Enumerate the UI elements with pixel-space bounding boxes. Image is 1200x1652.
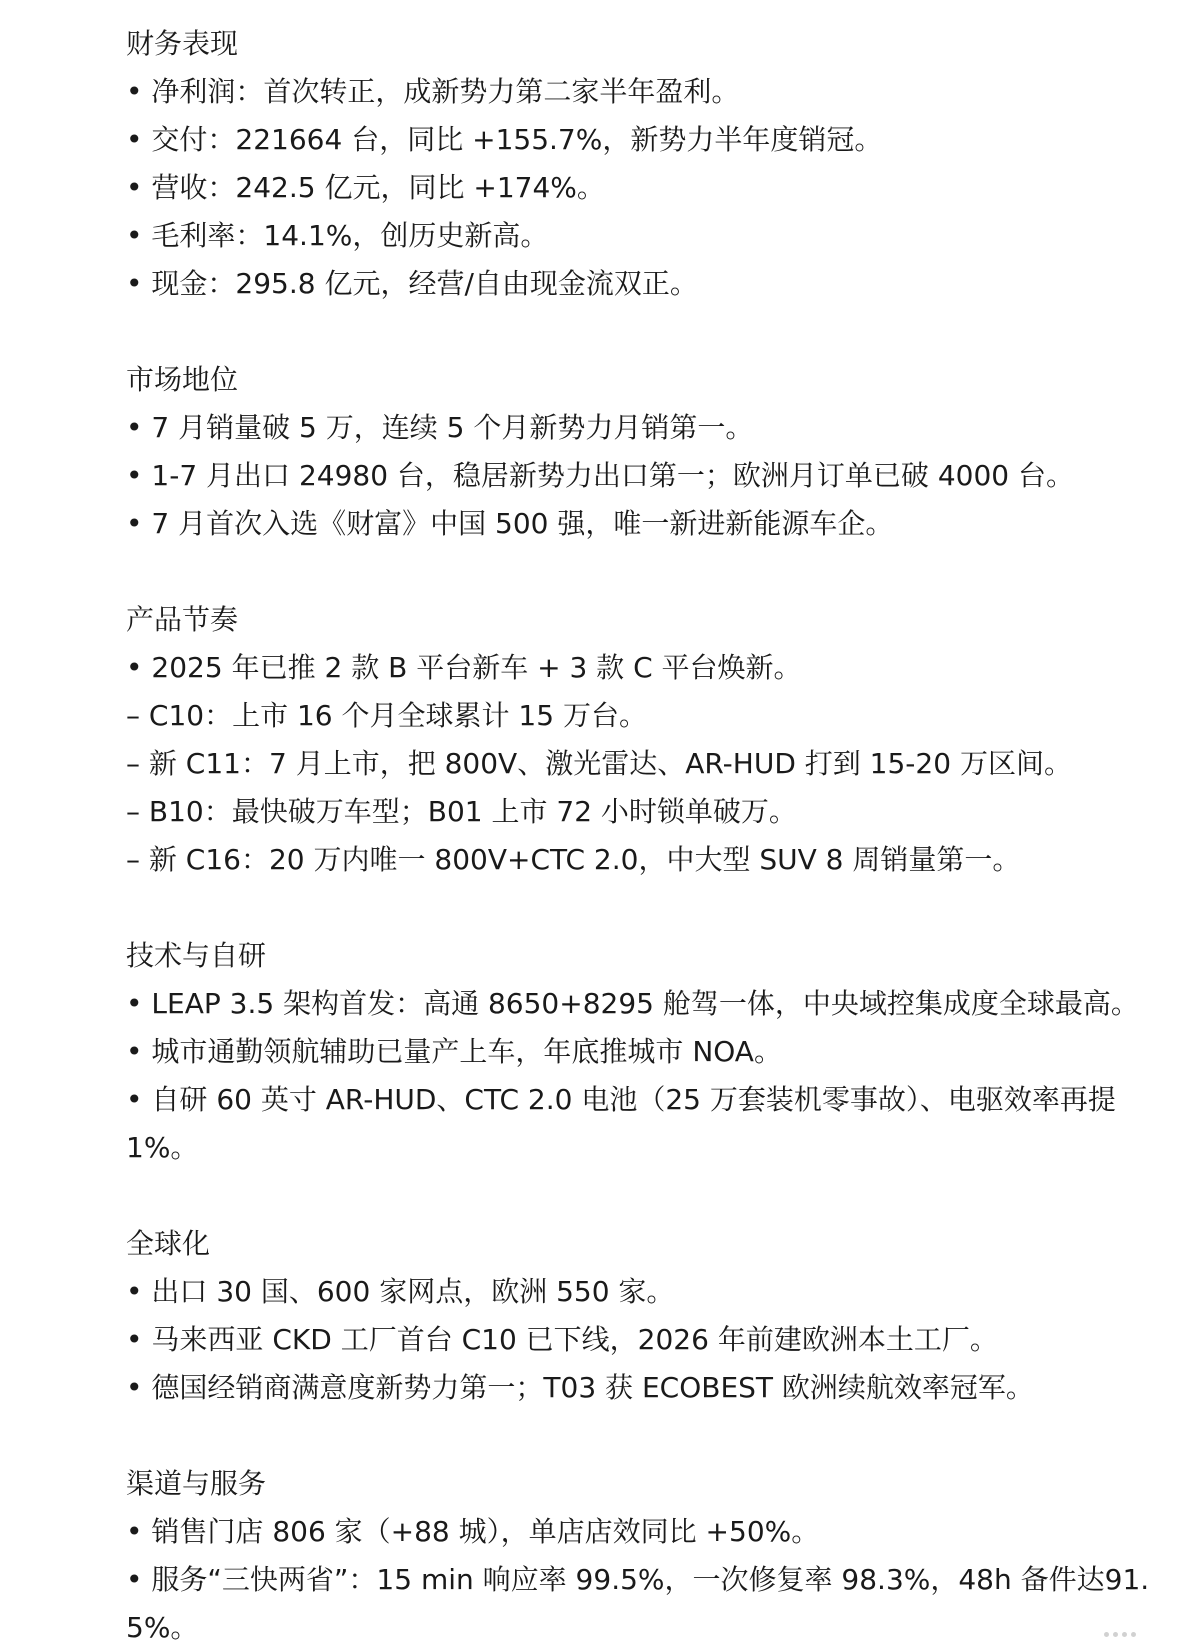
list-item: – B10：最快破万车型；B01 上市 72 小时锁单破万。 (126, 795, 797, 828)
list-item: • 7 月销量破 5 万，连续 5 个月新势力月销第一。 (126, 411, 754, 444)
section-technology (126, 932, 1176, 1172)
section-globalization (126, 1220, 1176, 1412)
list-item: – 新 C16：20 万内唯一 800V+CTC 2.0，中大型 SUV 8 周销量第一。 (126, 843, 1021, 876)
section-financial (126, 20, 1176, 308)
list-item: • 德国经销商满意度新势力第一；T03 获 ECOBEST 欧洲续航效率冠军。 (126, 1371, 1034, 1404)
watermark-dots-icon (1104, 1628, 1144, 1640)
list-item: • 出口 30 国、600 家网点，欧洲 550 家。 (126, 1275, 675, 1308)
section-title: 渠道与服务 (126, 1467, 267, 1500)
list-item: • 毛利率：14.1%，创历史新高。 (126, 219, 549, 252)
section-title: 产品节奏 (126, 603, 239, 636)
section-product-cadence (126, 596, 1176, 884)
list-item: – C10：上市 16 个月全球累计 15 万台。 (126, 699, 647, 732)
list-item: • 城市通勤领航辅助已量产上车，年底推城市 NOA。 (126, 1035, 782, 1068)
section-title: 全球化 (126, 1227, 211, 1260)
section-title: 财务表现 (126, 27, 239, 60)
section-title: 技术与自研 (126, 939, 267, 972)
section-title: 市场地位 (126, 363, 239, 396)
list-item: • 服务“三快两省”：15 min 响应率 99.5%，一次修复率 98.3%，48h 备件达91.5%。 (126, 1563, 1150, 1644)
section-channels-service (126, 1460, 1176, 1652)
list-item: • 马来西亚 CKD 工厂首台 C10 已下线，2026 年前建欧洲本土工厂。 (126, 1323, 998, 1356)
list-item: • 1-7 月出口 24980 台，稳居新势力出口第一；欧洲月订单已破 4000 台。 (126, 459, 1074, 492)
article-body (126, 20, 1176, 1652)
list-item: • 净利润：首次转正，成新势力第二家半年盈利。 (126, 75, 740, 108)
list-item: • 7 月首次入选《财富》中国 500 强，唯一新进新能源车企。 (126, 507, 894, 540)
list-item: • 销售门店 806 家（+88 城），单店店效同比 +50%。 (126, 1515, 820, 1548)
list-item: – 新 C11：7 月上市，把 800V、激光雷达、AR-HUD 打到 15-20 万区间。 (126, 747, 1072, 780)
list-item: • LEAP 3.5 架构首发：高通 8650+8295 舱驾一体，中央域控集成度全球最高。 (126, 987, 1139, 1020)
list-item: • 营收：242.5 亿元，同比 +174%。 (126, 171, 605, 204)
list-item: • 自研 60 英寸 AR-HUD、CTC 2.0 电池（25 万套装机零事故）、电驱效率再提1%。 (126, 1083, 1116, 1164)
section-market-position (126, 356, 1176, 548)
list-item: • 2025 年已推 2 款 B 平台新车 + 3 款 C 平台焕新。 (126, 651, 802, 684)
list-item: • 交付：221664 台，同比 +155.7%，新势力半年度销冠。 (126, 123, 883, 156)
list-item: • 现金：295.8 亿元，经营/自由现金流双正。 (126, 267, 698, 300)
